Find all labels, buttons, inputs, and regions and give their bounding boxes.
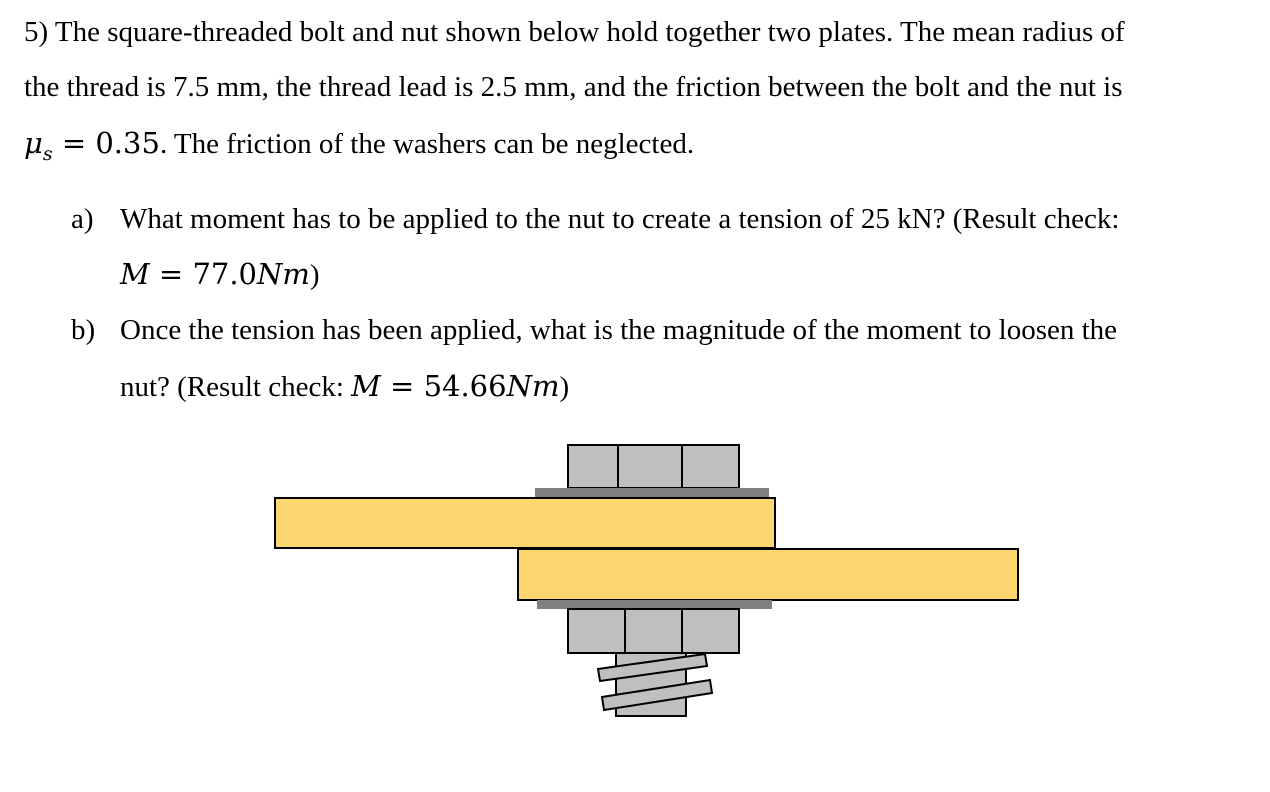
problem-intro-line-2: the thread is 7.5 mm, the thread lead is 2.5 mm, and the friction between the bolt and the nut is <box>24 71 1123 103</box>
part-b-result-variable: M <box>351 369 381 403</box>
bolt-head <box>568 445 739 488</box>
top-washer <box>535 488 769 498</box>
nut-body <box>568 609 739 653</box>
bolt-head-body <box>568 445 739 488</box>
part-a-result-close: ) <box>309 259 320 291</box>
part-b-marker: b) <box>71 314 96 346</box>
mu-subscript: s <box>42 142 53 165</box>
part-b-result-value: = 54.66 <box>380 369 507 403</box>
part-a-result-variable: M <box>120 257 150 291</box>
mu-symbol: μ <box>24 126 43 160</box>
part-b-question: Once the tension has been applied, what is the magnitude of the moment to loosen the <box>120 314 1118 346</box>
part-b-result-unit: Nm <box>506 369 560 403</box>
problem-intro-line-1: 5) The square-threaded bolt and nut shown below hold together two plates. The mean radius of <box>24 16 1125 48</box>
bottom-washer <box>537 600 772 609</box>
bottom-plate <box>518 549 1018 600</box>
part-b-result-prefix: nut? (Result check: <box>120 371 352 403</box>
intro-line-3-text: . The friction of the washers can be neglected. <box>159 128 695 160</box>
part-a-result-value: = 77.0 <box>149 257 258 291</box>
part-a-question: What moment has to be applied to the nut to create a tension of 25 kN? (Result check: <box>120 203 1120 235</box>
top-plate <box>275 498 775 548</box>
part-b-result-close: ) <box>559 371 570 403</box>
part-a-result-unit: Nm <box>257 257 310 291</box>
mu-value: = 0.35 <box>52 126 160 160</box>
nut <box>568 609 739 653</box>
part-a-marker: a) <box>71 203 94 235</box>
